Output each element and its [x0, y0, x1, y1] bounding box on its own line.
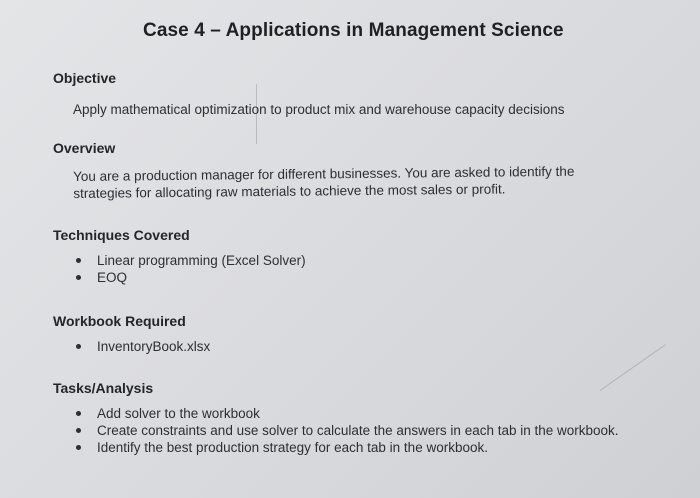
list-item: [74, 422, 619, 439]
techniques-heading: Techniques Covered: [53, 227, 190, 243]
list-item: [74, 269, 306, 286]
technique-label: EOQ: [97, 270, 128, 285]
pen-mark: [256, 84, 257, 144]
overview-line-1: You are a production manager for different businesses. You are asked to identify the: [73, 163, 575, 184]
page-title: Case 4 – Applications in Management Science: [143, 20, 564, 41]
tasks-list: [74, 405, 619, 456]
workbook-heading: Workbook Required: [53, 313, 186, 329]
list-item: [74, 338, 210, 355]
list-item: [74, 405, 619, 422]
workbook-filename: InventoryBook.xlsx: [97, 339, 211, 354]
bullet-icon: [76, 428, 81, 433]
task-label: Add solver to the workbook: [97, 406, 260, 421]
bullet-icon: [76, 344, 81, 349]
bullet-icon: [76, 411, 81, 416]
overview-text: [73, 163, 575, 202]
tasks-heading: Tasks/Analysis: [53, 380, 154, 396]
techniques-list: [74, 252, 306, 286]
bullet-icon: [76, 258, 81, 263]
task-label: Create constraints and use solver to calculate the answers in each tab in the workbook.: [97, 423, 619, 438]
task-label: Identify the best production strategy for each tab in the workbook.: [97, 440, 488, 455]
list-item: [74, 439, 619, 456]
bullet-icon: [76, 445, 81, 450]
list-item: [74, 252, 306, 269]
bullet-icon: [76, 275, 81, 280]
overview-heading: Overview: [53, 140, 116, 156]
workbook-list: [74, 338, 210, 355]
objective-text: Apply mathematical optimization to product mix and warehouse capacity decisions: [73, 102, 565, 117]
pen-mark: [600, 344, 666, 391]
overview-line-2: strategies for allocating raw materials to achieve the most sales or profit.: [73, 181, 506, 201]
objective-heading: Objective: [53, 70, 117, 86]
technique-label: Linear programming (Excel Solver): [97, 253, 306, 268]
